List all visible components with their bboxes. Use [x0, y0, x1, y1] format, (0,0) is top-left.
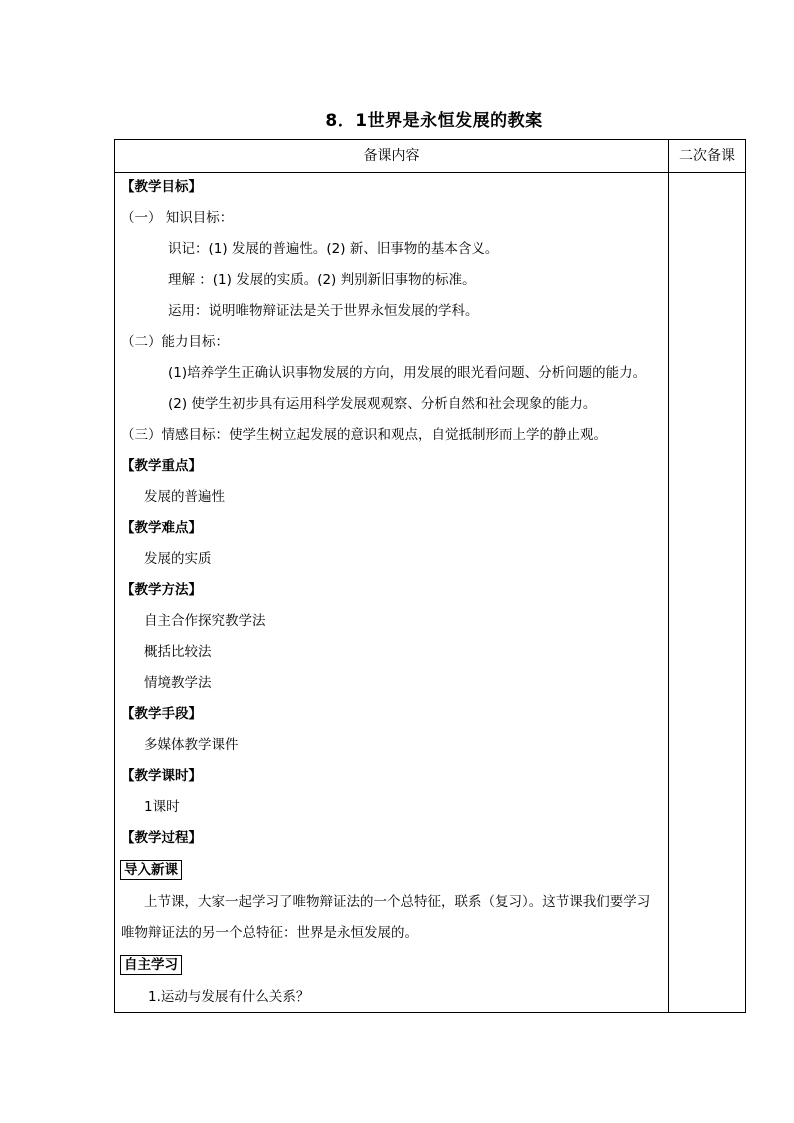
section-difficulties: 【教学难点】	[121, 520, 202, 536]
difficulty-text: 发展的实质	[144, 551, 212, 567]
question-1: 1.运动与发展有什么关系？	[148, 989, 310, 1005]
section-process: 【教学过程】	[121, 830, 202, 846]
intro-text-2: 唯物辩证法的另一个总特征：世界是永恒发展的。	[121, 925, 418, 941]
ability-goal-1: (1)培养学生正确认识事物发展的方向，用发展的眼光看问题、分析问题的能力。	[168, 365, 647, 381]
section-class-hours: 【教学课时】	[121, 768, 202, 784]
knowledge-goal-understand: 理解 ：(1) 发展的实质。(2) 判别新旧事物的标准。	[168, 272, 476, 288]
header-second-prep: 二次备课	[679, 148, 735, 164]
method-1: 自主合作探究教学法	[144, 613, 266, 629]
knowledge-goal-heading: （一） 知识目标：	[121, 210, 234, 226]
emotion-goal: （三）情感目标：使学生树立起发展的意识和观点，自觉抵制形而上学的静止观。	[121, 427, 607, 443]
document-title: 8．1世界是永恒发展的教案	[325, 111, 543, 131]
key-point-text: 发展的普遍性	[144, 489, 225, 505]
column-divider	[668, 140, 669, 1012]
header-lesson-content: 备课内容	[363, 148, 420, 164]
section-means: 【教学手段】	[121, 706, 202, 722]
section-key-points: 【教学重点】	[121, 458, 202, 474]
knowledge-goal-memorize: 识记：(1) 发展的普遍性。(2) 新、旧事物的基本含义。	[168, 241, 499, 257]
ability-goal-heading: （二）能力目标：	[121, 334, 229, 350]
method-2: 概括比较法	[144, 644, 212, 660]
knowledge-goal-apply: 运用：说明唯物辩证法是关于世界永恒发展的学科。	[168, 303, 479, 319]
self-study-label-wrap	[120, 955, 182, 975]
table-header-row	[115, 140, 745, 173]
method-3: 情境教学法	[144, 675, 212, 691]
means-text: 多媒体教学课件	[144, 737, 239, 753]
section-teaching-goals: 【教学目标】	[121, 179, 202, 195]
ability-goal-2: (2) 使学生初步具有运用科学发展观观察、分析自然和社会现象的能力。	[168, 396, 597, 412]
self-study-label: 自主学习	[120, 955, 182, 975]
intro-label: 导入新课	[120, 860, 182, 880]
section-methods: 【教学方法】	[121, 582, 202, 598]
lesson-plan-table	[114, 139, 746, 1013]
intro-label-wrap	[120, 860, 182, 880]
class-hours-text: 1课时	[144, 799, 180, 815]
intro-text-1: 上节课，大家一起学习了唯物辩证法的一个总特征，联系（复习）。这节课我们要学习	[144, 894, 651, 910]
